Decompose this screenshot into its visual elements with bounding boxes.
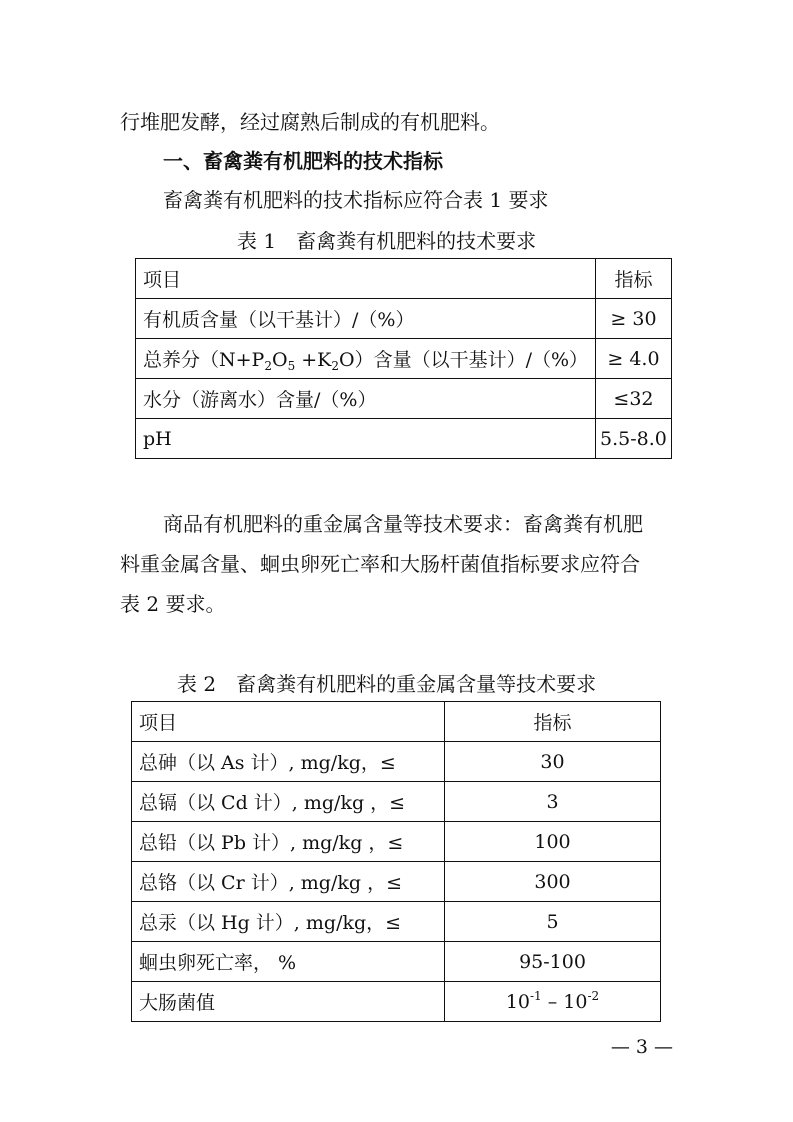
table-cell: 3 bbox=[445, 782, 661, 822]
formula-part: 总养分（N+P bbox=[143, 349, 265, 371]
section-heading: 一、畜禽粪有机肥料的技术指标 bbox=[163, 149, 443, 173]
table-row bbox=[132, 902, 661, 942]
table-cell bbox=[445, 982, 661, 1022]
table-cell: 95-100 bbox=[445, 942, 661, 982]
formula-part: O bbox=[271, 349, 288, 371]
table2-caption: 表 2 畜禽粪有机肥料的重金属含量等技术要求 bbox=[177, 672, 597, 696]
subscript: 5 bbox=[287, 359, 296, 373]
table-cell: 5.5-8.0 bbox=[596, 419, 672, 459]
paragraph-end: 行堆肥发酵，经过腐熟后制成的有机肥料。 bbox=[120, 110, 500, 134]
table-cell: ≥ 4.0 bbox=[596, 339, 672, 379]
table1-header-item: 项目 bbox=[136, 259, 596, 299]
table-cell: 总镉（以 Cd 计）, mg/kg ，≤ bbox=[132, 782, 445, 822]
table-cell: 大肠菌值 bbox=[132, 982, 445, 1022]
table-cell: 30 bbox=[445, 742, 661, 782]
paragraph-line: 料重金属含量、蛔虫卵死亡率和大肠杆菌值指标要求应符合 bbox=[120, 552, 640, 576]
table-cell: 有机质含量（以干基计）/（%） bbox=[136, 299, 596, 339]
table-row bbox=[136, 339, 672, 379]
table-cell: ≤32 bbox=[596, 379, 672, 419]
power-base: 10 bbox=[563, 990, 588, 1013]
table-cell bbox=[136, 339, 596, 379]
table-row bbox=[136, 419, 672, 459]
paragraph-line: 表 2 要求。 bbox=[120, 592, 226, 616]
table-cell: 总铬（以 Cr 计）, mg/kg ，≤ bbox=[132, 862, 445, 902]
table-row bbox=[132, 702, 661, 742]
formula-part: O）含量（以干基计）/（%） bbox=[339, 349, 589, 371]
table-cell: 总汞（以 Hg 计）, mg/kg，≤ bbox=[132, 902, 445, 942]
formula-part: +K bbox=[295, 349, 332, 371]
table-cell: 总砷（以 As 计）, mg/kg，≤ bbox=[132, 742, 445, 782]
power-base: 10 bbox=[505, 990, 530, 1013]
table2-header-item: 项目 bbox=[132, 702, 445, 742]
table-cell: 蛔虫卵死亡率， % bbox=[132, 942, 445, 982]
table-cell: 100 bbox=[445, 822, 661, 862]
table-row bbox=[132, 942, 661, 982]
table-row bbox=[132, 782, 661, 822]
table-row bbox=[136, 379, 672, 419]
table-cell: 总铅（以 Pb 计）, mg/kg ，≤ bbox=[132, 822, 445, 862]
table-row bbox=[132, 862, 661, 902]
table-cell: 水分（游离水）含量/（%） bbox=[136, 379, 596, 419]
subscript: 2 bbox=[331, 359, 339, 373]
table1 bbox=[135, 258, 672, 459]
table-row bbox=[132, 982, 661, 1022]
table-row bbox=[136, 299, 672, 339]
table-cell: ≥ 30 bbox=[596, 299, 672, 339]
table-cell: 300 bbox=[445, 862, 661, 902]
section-intro: 畜禽粪有机肥料的技术指标应符合表 1 要求 bbox=[163, 188, 549, 212]
table-row bbox=[132, 822, 661, 862]
subscript: 2 bbox=[264, 359, 272, 373]
page-number: — 3 — bbox=[610, 1036, 673, 1058]
table-row bbox=[136, 259, 672, 299]
exponent: -1 bbox=[530, 988, 542, 1003]
table-cell: pH bbox=[136, 419, 596, 459]
table-cell: 5 bbox=[445, 902, 661, 942]
table1-caption: 表 1 畜禽粪有机肥料的技术要求 bbox=[237, 229, 537, 253]
table-row bbox=[132, 742, 661, 782]
paragraph-line: 商品有机肥料的重金属含量等技术要求：畜禽粪有机肥 bbox=[163, 512, 643, 536]
range-dash: – bbox=[541, 990, 564, 1013]
table2-header-value: 指标 bbox=[445, 702, 661, 742]
table2 bbox=[131, 701, 661, 1022]
table1-header-value: 指标 bbox=[596, 259, 672, 299]
exponent: -2 bbox=[587, 988, 600, 1003]
